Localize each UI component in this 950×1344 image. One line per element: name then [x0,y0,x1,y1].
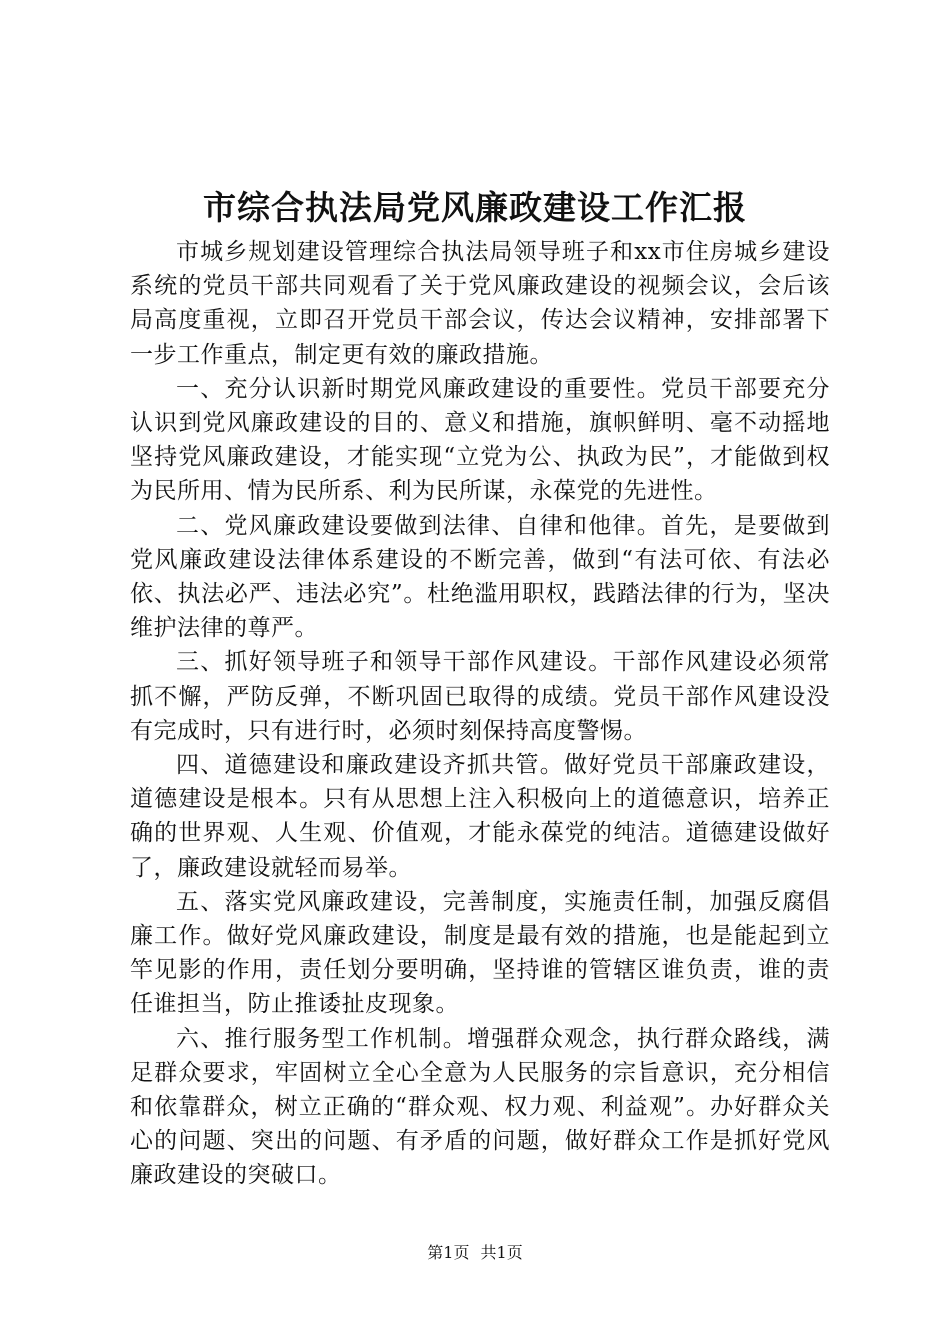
page-number-total: 共1页 [480,1243,523,1262]
paragraph-section-5: 五、落实党风廉政建设，完善制度，实施责任制，加强反腐倡廉工作。做好党风廉政建设，制度是最有效的措施，也是能起到立竿见影的作用，责任划分要明确，坚持谁的管辖区谁负责，谁的责任谁担当，防止推诿扯皮现象。 [130,888,830,1018]
paragraph-section-2: 二、党风廉政建设要做到法律、自律和他律。首先，是要做到党风廉政建设法律体系建设的不断完善，做到“有法可依、有法必依、执法必严、违法必究”。杜绝滥用职权，践踏法律的行为，坚决维护法律的尊严。 [130,512,830,642]
page-footer [0,1242,950,1264]
paragraph-section-4: 四、道德建设和廉政建设齐抓共管。做好党员干部廉政建设，道德建设是根本。只有从思想上注入积极向上的道德意识，培养正确的世界观、人生观、价值观，才能永葆党的纯洁。道德建设做好了，廉政建设就轻而易举。 [130,752,830,881]
paragraph-intro: 市城乡规划建设管理综合执法局领导班子和xx市住房城乡建设系统的党员干部共同观看了关于党风廉政建设的视频会议，会后该局高度重视，立即召开党员干部会议，传达会议精神，安排部署下一步工作重点，制定更有效的廉政措施。 [130,239,830,368]
document-body [130,235,830,1193]
document-title: 市综合执法局党风廉政建设工作汇报 [203,188,747,227]
paragraph-section-1: 一、充分认识新时期党风廉政建设的重要性。党员干部要充分认识到党风廉政建设的目的、意义和措施，旗帜鲜明、毫不动摇地坚持党风廉政建设，才能实现“立党为公、执政为民”，才能做到权为民所用、情为民所系、利为民所谋，永葆党的先进性。 [130,375,830,505]
paragraph-section-3: 三、抓好领导班子和领导干部作风建设。干部作风建设必须常抓不懈，严防反弹，不断巩固已取得的成绩。党员干部作风建设没有完成时，只有进行时，必须时刻保持高度警惕。 [130,649,830,744]
page-number-current: 第1页 [427,1243,470,1262]
paragraph-section-6: 六、推行服务型工作机制。增强群众观念，执行群众路线，满足群众要求，牢固树立全心全意为人民服务的宗旨意识，充分相信和依靠群众，树立正确的“群众观、权力观、利益观”。办好群众关心的问题、突出的问题、有矛盾的问题，做好群众工作是抓好党风廉政建设的突破口。 [130,1025,830,1189]
